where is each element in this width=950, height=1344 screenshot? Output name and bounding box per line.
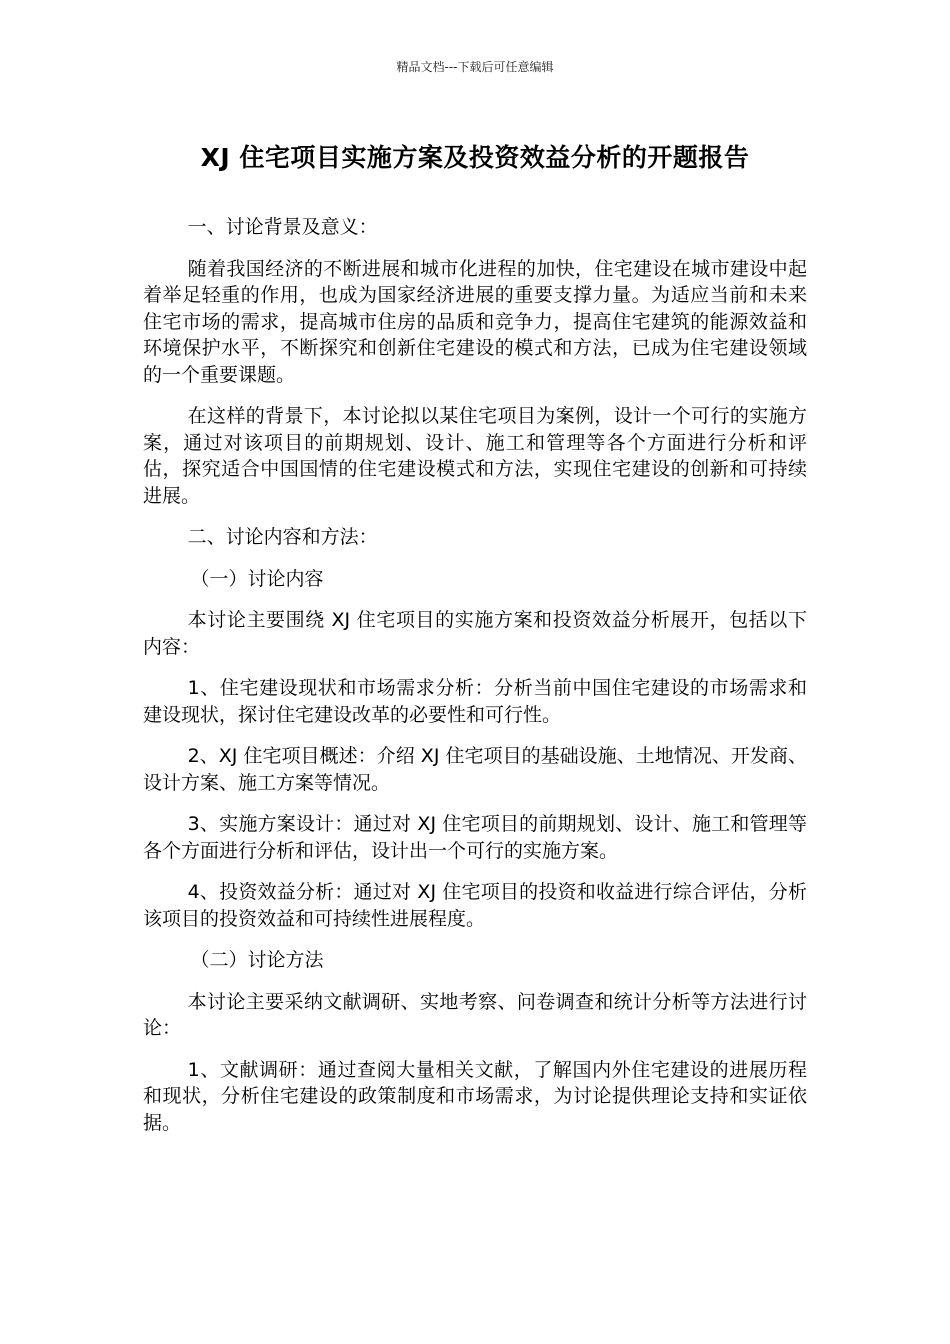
document-body: [143, 214, 807, 1151]
section-heading-content-method: 二、讨论内容和方法：: [187, 526, 378, 548]
list-item-method-1: 1、文献调研：通过查阅大量相关文献，了解国内外住宅建设的进展历程和现状，分析住宅建设的政策制度和市场需求，为讨论提供理论支持和实证依据。: [143, 1058, 807, 1134]
paragraph-background-2: 在这样的背景下，本讨论拟以某住宅项目为案例，设计一个可行的实施方案，通过对该项目的前期规划、设计、施工和管理等各个方面进行分析和评估，探究适合中国国情的住宅建设模式和方法，实现住宅建设的创新和可持续进展。: [143, 405, 807, 507]
document-title: XJ 住宅项目实施方案及投资效益分析的开题报告: [200, 143, 750, 172]
paragraph-background-1: 随着我国经济的不断进展和城市化进程的加快，住宅建设在城市建设中起着举足轻重的作用，也成为国家经济进展的重要支撑力量。为适应当前和未来住宅市场的需求，提高城市住房的品质和竞争力，提高住宅建筑的能源效益和环境保护水平，不断探究和创新住宅建设的模式和方法，已成为住宅建设领域的一个重要课题。: [143, 257, 807, 386]
list-item-content-3: 3、实施方案设计：通过对 XJ 住宅项目的前期规划、设计、施工和管理等各个方面进行分析和评估，设计出一个可行的实施方案。: [143, 813, 807, 862]
paragraph-method-intro: 本讨论主要采纳文献调研、实地考察、问卷调查和统计分析等方法进行讨论：: [143, 990, 807, 1039]
paragraph-content-intro: 本讨论主要围绕 XJ 住宅项目的实施方案和投资效益分析展开，包括以下内容：: [143, 609, 807, 658]
list-item-content-2: 2、XJ 住宅项目概述：介绍 XJ 住宅项目的基础设施、土地情况、开发商、设计方案、施工方案等情况。: [143, 745, 807, 794]
header-note: 精品文档---下载后可任意编辑: [396, 60, 554, 74]
subsection-heading-content: （一）讨论内容: [190, 567, 324, 590]
list-item-content-1: 1、住宅建设现状和市场需求分析：分析当前中国住宅建设的市场需求和建设现状，探讨住宅建设改革的必要性和可行性。: [143, 677, 807, 726]
list-item-content-4: 4、投资效益分析：通过对 XJ 住宅项目的投资和收益进行综合评估，分析该项目的投资效益和可持续性进展程度。: [143, 881, 807, 930]
subsection-heading-method: （二）讨论方法: [190, 949, 324, 971]
section-heading-background: 一、讨论背景及意义：: [187, 216, 378, 238]
